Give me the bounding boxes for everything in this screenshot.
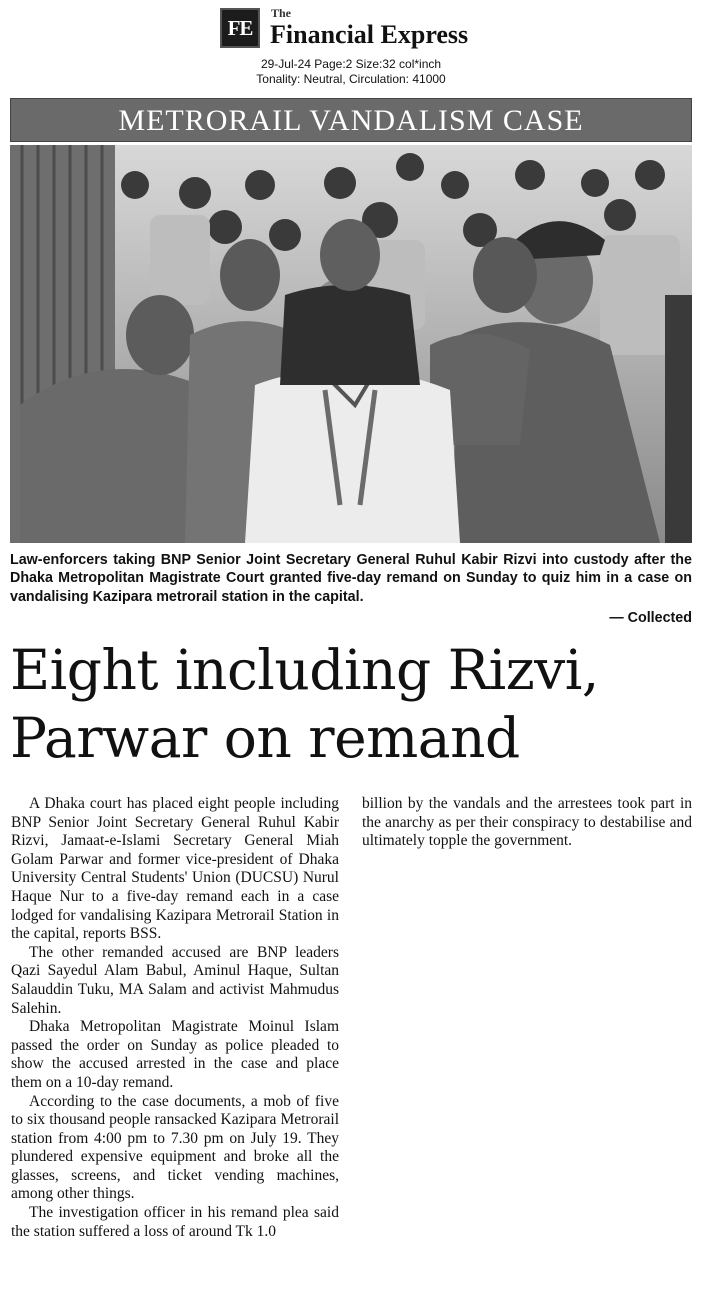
section-banner: METRORAIL VANDALISM CASE: [10, 98, 692, 142]
publication-prefix: The: [271, 6, 292, 20]
publication-name: Financial Express: [270, 20, 469, 49]
article-headline: [10, 636, 700, 772]
article-column-left: [11, 795, 339, 1241]
news-photo: [10, 145, 692, 543]
article-paragraph: Dhaka Metropolitan Magistrate Moinul Islam passed the order on Sunday as police pleaded to show the accused arrested in the case and place them on a 10-day remand.: [11, 1018, 339, 1091]
news-photo-icon: [10, 145, 692, 543]
article-paragraph: The other remanded accused are BNP leaders Qazi Sayedul Alam Babul, Aminul Haque, Sultan Salauddin Tuku, MA Salam and activist Mahmudus Salehin.: [11, 943, 339, 1017]
article-paragraph: According to the case documents, a mob of five to six thousand people ransacked Kazipara Metrorail station from 4:00 pm to 7.30 pm on July 19. They plundered expensive equipment and broke all the glasses, screens, and ticket vending machines, among other things.: [11, 1092, 339, 1203]
article-column-right: [362, 795, 692, 851]
article-paragraph: A Dhaka court has placed eight people including BNP Senior Joint Secretary General Ruhul Kabir Rizvi, Jamaat-e-Islami Secretary General Miah Golam Parwar and former vice-president of Dhaka University Central Students' Union (DUCSU) Nurul Haque Nur to a five-day remand each in a case lodged for vandalising Kazipara Metrorail Station in the capital, reports BSS.: [11, 795, 339, 943]
article-paragraph: billion by the vandals and the arrestees took part in the anarchy as per their conspiracy to destabilise and ultimately topple the government.: [362, 795, 692, 850]
photo-credit: — Collected: [609, 610, 692, 626]
article-paragraph: The investigation officer in his remand plea said the station suffered a loss of around Tk 1.0: [11, 1204, 339, 1240]
fe-logo: FE: [220, 8, 260, 48]
clipping-meta-date: 29-Jul-24 Page:2 Size:32 col*inch: [260, 57, 442, 71]
headline-line-2: Parwar on remand: [10, 706, 520, 770]
headline-line-1: Eight including Rizvi,: [10, 638, 599, 702]
clipping-meta-tonality: Tonality: Neutral, Circulation: 41000: [256, 72, 446, 86]
photo-caption: Law-enforcers taking BNP Senior Joint Secretary General Ruhul Kabir Rizvi into custody after the Dhaka Metropolitan Magistrate Court granted five-day remand on Sunday to quiz him in a case on vandalising Kazipara metrorail station in the capital.: [10, 552, 692, 605]
masthead: [0, 6, 702, 48]
